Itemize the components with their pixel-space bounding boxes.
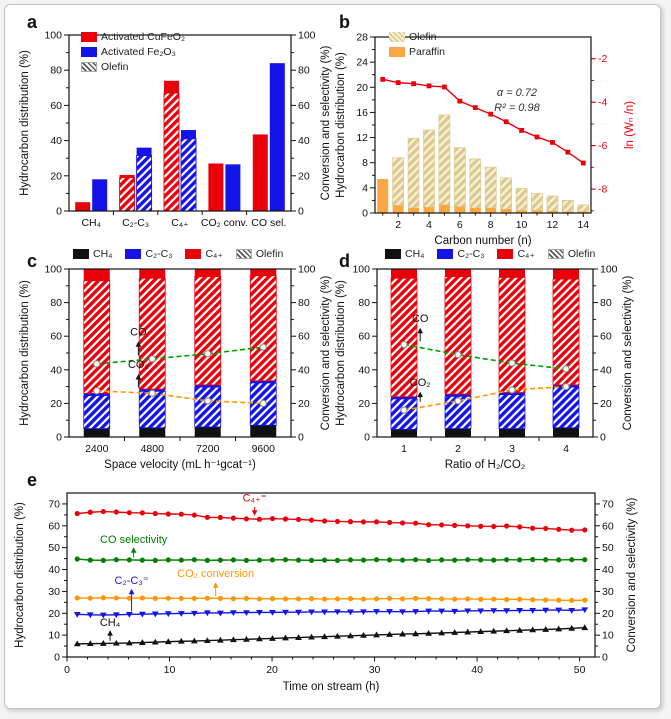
svg-text:60: 60 <box>298 330 310 343</box>
legend-item-0 <box>385 248 424 260</box>
svg-text:CO₂: CO₂ <box>127 359 149 372</box>
svg-text:14: 14 <box>577 219 590 231</box>
svg-text:50: 50 <box>602 542 614 555</box>
svg-text:CO₂: CO₂ <box>409 376 431 389</box>
panel-a-legend <box>81 31 185 73</box>
legend-item-1 <box>125 248 172 260</box>
legend-label: C₄₊ <box>517 248 535 260</box>
svg-text:0: 0 <box>600 431 606 444</box>
svg-text:CO sel.: CO sel. <box>251 217 287 229</box>
panel-c-legend <box>73 248 283 260</box>
panel-b-label: b <box>339 12 350 32</box>
svg-text:80: 80 <box>298 297 310 310</box>
svg-text:40: 40 <box>600 364 612 377</box>
legend-label: C₂-C₃ <box>145 248 173 260</box>
legend-item-3 <box>236 248 283 260</box>
svg-text:2400: 2400 <box>85 443 109 455</box>
panel-c-label: c <box>27 251 38 271</box>
svg-text:20: 20 <box>358 397 370 410</box>
panel-d-label: d <box>339 251 350 271</box>
svg-text:20: 20 <box>50 397 62 410</box>
svg-text:20: 20 <box>298 170 310 183</box>
panel-b-chart <box>331 11 663 251</box>
legend-label: C₄₊ <box>205 248 223 260</box>
svg-text:ln (Wₙ /n): ln (Wₙ /n) <box>624 100 636 150</box>
svg-text:70: 70 <box>48 498 60 511</box>
svg-text:60: 60 <box>48 520 60 533</box>
svg-text:40: 40 <box>48 564 60 577</box>
svg-text:0: 0 <box>64 664 70 676</box>
legend-item-1 <box>81 46 185 58</box>
svg-text:10: 10 <box>602 629 614 642</box>
red-swatch <box>185 249 201 259</box>
svg-text:CO₂ conv.: CO₂ conv. <box>200 217 248 229</box>
svg-text:80: 80 <box>358 297 370 310</box>
svg-text:10: 10 <box>48 629 60 642</box>
tanhatch-swatch <box>389 32 405 42</box>
figure-card <box>4 4 661 709</box>
legend-item-0 <box>73 248 112 260</box>
svg-text:Conversion and selectivity (%): Conversion and selectivity (%) <box>320 45 332 201</box>
svg-text:60: 60 <box>50 330 62 343</box>
svg-text:20: 20 <box>602 607 614 620</box>
svg-text:-6: -6 <box>598 140 608 153</box>
svg-text:60: 60 <box>50 99 62 112</box>
svg-text:40: 40 <box>602 564 614 577</box>
svg-text:40: 40 <box>50 135 62 148</box>
svg-text:100: 100 <box>44 263 62 276</box>
svg-text:0: 0 <box>362 207 368 220</box>
blue-swatch <box>437 249 453 259</box>
svg-text:20: 20 <box>600 397 612 410</box>
svg-text:2: 2 <box>455 443 461 455</box>
panel-e-chart <box>9 470 661 711</box>
svg-text:C₄₊: C₄₊ <box>171 217 189 229</box>
svg-text:CO₂ conversion: CO₂ conversion <box>177 567 255 580</box>
orange-swatch <box>389 47 405 57</box>
svg-text:3: 3 <box>509 443 515 455</box>
svg-text:100: 100 <box>298 29 316 42</box>
svg-text:80: 80 <box>50 297 62 310</box>
svg-text:6: 6 <box>456 219 463 231</box>
svg-text:60: 60 <box>600 330 612 343</box>
svg-text:100: 100 <box>352 263 370 276</box>
svg-text:40: 40 <box>298 364 310 377</box>
svg-text:10: 10 <box>163 664 176 676</box>
svg-text:Carbon number (n): Carbon number (n) <box>434 235 532 247</box>
svg-text:100: 100 <box>44 29 62 42</box>
black-swatch <box>73 249 89 259</box>
legend-label: C₂-C₃ <box>457 248 485 260</box>
legend-item-2 <box>185 248 222 260</box>
legend-label: Olefin <box>409 31 437 43</box>
svg-text:8: 8 <box>362 157 368 170</box>
legend-label: Olefin <box>567 248 596 260</box>
svg-text:100: 100 <box>600 263 618 276</box>
panel-e-label: e <box>27 470 38 490</box>
red-swatch <box>81 32 97 42</box>
svg-text:30: 30 <box>368 664 381 676</box>
svg-text:20: 20 <box>50 170 62 183</box>
svg-text:4800: 4800 <box>140 443 164 455</box>
svg-text:C₄₊⁼: C₄₊⁼ <box>242 492 267 505</box>
legend-item-0 <box>81 31 185 43</box>
svg-text:40: 40 <box>358 364 370 377</box>
svg-text:CH₄: CH₄ <box>81 217 101 229</box>
red-swatch <box>497 249 513 259</box>
svg-text:Conversion and selectivity (%): Conversion and selectivity (%) <box>626 497 638 653</box>
svg-text:80: 80 <box>600 297 612 310</box>
svg-text:60: 60 <box>298 99 310 112</box>
svg-text:28: 28 <box>356 31 368 44</box>
svg-text:Hydrocarbon distribution (%): Hydrocarbon distribution (%) <box>14 502 26 648</box>
svg-text:20: 20 <box>298 397 310 410</box>
svg-text:10: 10 <box>515 219 528 231</box>
svg-text:4: 4 <box>563 443 569 455</box>
svg-text:Space velocity (mL h⁻¹gcat⁻¹): Space velocity (mL h⁻¹gcat⁻¹) <box>104 459 256 471</box>
legend-label: CH₄ <box>405 248 425 260</box>
legend-item-3 <box>548 248 595 260</box>
svg-text:CH₄: CH₄ <box>99 617 121 630</box>
panel-a-label: a <box>27 12 38 32</box>
svg-text:70: 70 <box>602 498 614 511</box>
svg-text:24: 24 <box>356 56 368 69</box>
svg-text:-8: -8 <box>598 183 608 196</box>
legend-item-2 <box>81 61 185 73</box>
svg-text:CO: CO <box>130 326 147 339</box>
blue-swatch <box>81 47 97 57</box>
svg-text:30: 30 <box>602 585 614 598</box>
svg-text:12: 12 <box>546 219 559 231</box>
panel-b-legend <box>389 31 445 58</box>
svg-text:9600: 9600 <box>251 443 275 455</box>
panel-d-chart <box>331 251 663 475</box>
svg-text:50: 50 <box>573 664 586 676</box>
hatch-swatch <box>81 62 97 72</box>
svg-text:80: 80 <box>298 64 310 77</box>
legend-label: Olefin <box>101 61 129 73</box>
svg-text:4: 4 <box>362 182 368 195</box>
legend-label: CH₄ <box>93 248 113 260</box>
legend-item-1 <box>389 46 445 58</box>
legend-item-1 <box>437 248 484 260</box>
svg-text:1: 1 <box>401 443 407 455</box>
svg-text:0: 0 <box>364 431 370 444</box>
svg-text:Time on stream (h): Time on stream (h) <box>282 681 380 693</box>
svg-text:12: 12 <box>356 132 368 145</box>
svg-text:20: 20 <box>48 607 60 620</box>
svg-text:Conversion and selectivity (%): Conversion and selectivity (%) <box>320 275 332 431</box>
svg-text:0: 0 <box>602 651 608 664</box>
svg-text:8: 8 <box>487 219 494 231</box>
panel-c-chart <box>15 251 333 475</box>
svg-text:0: 0 <box>56 431 62 444</box>
panel-d-legend <box>385 248 595 260</box>
svg-text:80: 80 <box>50 64 62 77</box>
svg-text:50: 50 <box>48 542 60 555</box>
svg-text:CO selectivity: CO selectivity <box>100 533 168 546</box>
svg-text:40: 40 <box>298 135 310 148</box>
svg-text:C₂-C₃⁼: C₂-C₃⁼ <box>114 574 149 587</box>
svg-text:60: 60 <box>602 520 614 533</box>
svg-text:-2: -2 <box>598 53 608 66</box>
svg-text:40: 40 <box>50 364 62 377</box>
legend-label: Paraffin <box>409 46 445 58</box>
hatch-swatch <box>236 249 252 259</box>
svg-text:C₂-C₃: C₂-C₃ <box>122 217 150 229</box>
svg-text:Hydrocarbon distribution (%): Hydrocarbon distribution (%) <box>19 280 31 426</box>
svg-text:2: 2 <box>395 219 402 231</box>
svg-text:20: 20 <box>266 664 278 676</box>
svg-text:0: 0 <box>298 431 304 444</box>
svg-text:-4: -4 <box>598 96 608 109</box>
blue-swatch <box>125 249 141 259</box>
svg-text:16: 16 <box>356 106 368 119</box>
legend-label: Olefin <box>255 248 284 260</box>
svg-text:100: 100 <box>298 263 316 276</box>
hatch-swatch <box>548 249 564 259</box>
svg-text:4: 4 <box>426 219 432 231</box>
svg-text:0: 0 <box>54 651 60 664</box>
svg-text:Ratio of H₂/CO₂: Ratio of H₂/CO₂ <box>444 459 526 471</box>
svg-text:20: 20 <box>356 81 368 94</box>
legend-label: Activated Fe₂O₃ <box>101 46 176 58</box>
svg-text:α = 0.72: α = 0.72 <box>496 87 538 100</box>
svg-text:60: 60 <box>358 330 370 343</box>
black-swatch <box>385 249 401 259</box>
svg-text:30: 30 <box>48 585 60 598</box>
svg-text:Hydrocarbon distribution (%): Hydrocarbon distribution (%) <box>19 50 31 196</box>
svg-text:CO: CO <box>411 312 429 325</box>
legend-item-2 <box>497 248 534 260</box>
legend-item-0 <box>389 31 445 43</box>
svg-text:Conversion and selectivity (%): Conversion and selectivity (%) <box>622 275 634 431</box>
svg-text:0: 0 <box>298 205 304 218</box>
svg-text:R² = 0.98: R² = 0.98 <box>494 102 540 115</box>
svg-text:0: 0 <box>56 205 62 218</box>
svg-text:7200: 7200 <box>196 443 220 455</box>
legend-label: Activated CuFeO₂ <box>101 31 186 43</box>
svg-text:Hydrocarbon distribution (%): Hydrocarbon distribution (%) <box>335 280 347 426</box>
svg-text:40: 40 <box>471 664 483 676</box>
svg-text:Hydrocarbon distribution (%): Hydrocarbon distribution (%) <box>335 52 347 198</box>
